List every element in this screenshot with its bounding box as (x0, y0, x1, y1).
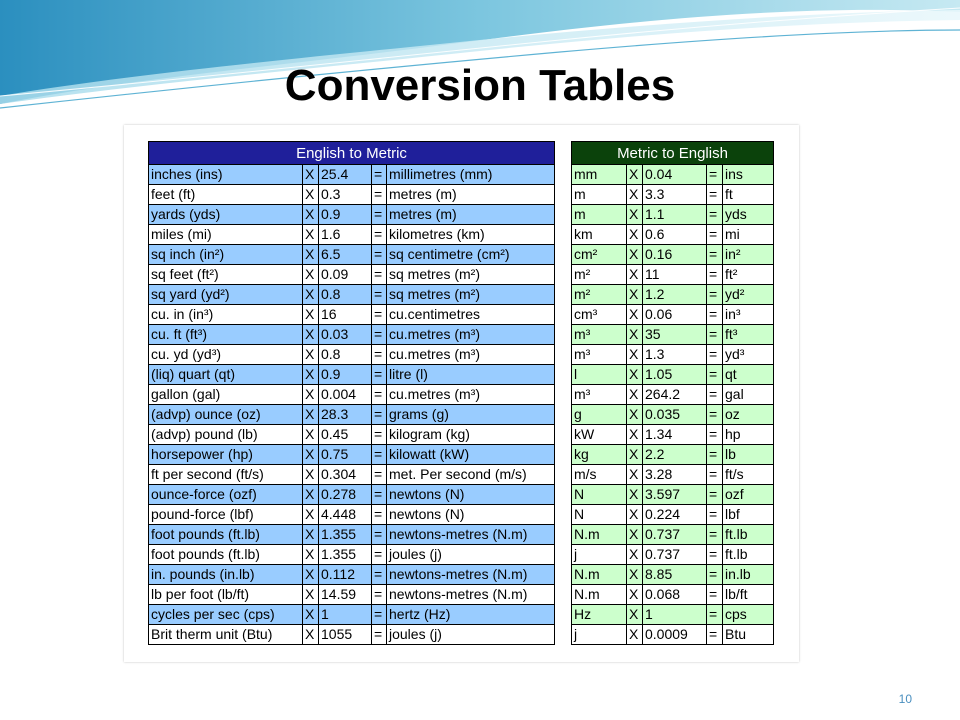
me-factor: 0.068 (643, 585, 707, 605)
em-multiply-sign: X (303, 285, 319, 305)
me-multiply-sign: X (627, 505, 643, 525)
em-unit-from: sq feet (ft²) (149, 265, 303, 285)
me-equals-sign: = (707, 485, 723, 505)
em-row (149, 385, 555, 405)
me-equals-sign: = (707, 225, 723, 245)
em-factor: 16 (319, 305, 372, 325)
me-unit-from: N.m (572, 525, 627, 545)
metric-to-english-table (571, 141, 774, 645)
em-unit-from: horsepower (hp) (149, 445, 303, 465)
me-factor: 1 (643, 605, 707, 625)
me-unit-to: gal (723, 385, 774, 405)
em-equals-sign: = (372, 605, 387, 625)
em-unit-to: cu.metres (m³) (387, 325, 555, 345)
me-equals-sign: = (707, 405, 723, 425)
em-multiply-sign: X (303, 405, 319, 425)
em-unit-from: Brit therm unit (Btu) (149, 625, 303, 645)
me-unit-to: in.lb (723, 565, 774, 585)
me-factor: 0.737 (643, 545, 707, 565)
em-equals-sign: = (372, 585, 387, 605)
em-multiply-sign: X (303, 445, 319, 465)
me-unit-to: oz (723, 405, 774, 425)
me-equals-sign: = (707, 425, 723, 445)
em-equals-sign: = (372, 405, 387, 425)
me-multiply-sign: X (627, 365, 643, 385)
me-row (572, 585, 774, 605)
me-equals-sign: = (707, 325, 723, 345)
me-factor: 0.0009 (643, 625, 707, 645)
em-multiply-sign: X (303, 425, 319, 445)
me-factor: 2.2 (643, 445, 707, 465)
em-multiply-sign: X (303, 205, 319, 225)
em-row (149, 265, 555, 285)
em-multiply-sign: X (303, 485, 319, 505)
me-equals-sign: = (707, 625, 723, 645)
em-unit-from: cu. ft (ft³) (149, 325, 303, 345)
me-unit-from: m² (572, 285, 627, 305)
me-unit-from: m³ (572, 345, 627, 365)
em-equals-sign: = (372, 245, 387, 265)
me-unit-to: yd³ (723, 345, 774, 365)
metric-to-english-header: Metric to English (572, 142, 774, 165)
em-row (149, 445, 555, 465)
em-unit-to: newtons (N) (387, 505, 555, 525)
em-unit-to: metres (m) (387, 185, 555, 205)
em-equals-sign: = (372, 465, 387, 485)
me-row (572, 625, 774, 645)
me-factor: 3.3 (643, 185, 707, 205)
em-factor: 0.304 (319, 465, 372, 485)
me-factor: 1.1 (643, 205, 707, 225)
me-multiply-sign: X (627, 625, 643, 645)
me-unit-to: in² (723, 245, 774, 265)
em-row (149, 165, 555, 185)
me-equals-sign: = (707, 365, 723, 385)
em-multiply-sign: X (303, 545, 319, 565)
me-equals-sign: = (707, 565, 723, 585)
me-unit-from: m³ (572, 325, 627, 345)
em-unit-from: cu. in (in³) (149, 305, 303, 325)
me-row (572, 225, 774, 245)
em-factor: 0.3 (319, 185, 372, 205)
me-unit-to: in³ (723, 305, 774, 325)
me-unit-to: ft² (723, 265, 774, 285)
em-equals-sign: = (372, 325, 387, 345)
em-factor: 0.9 (319, 365, 372, 385)
em-row (149, 245, 555, 265)
em-unit-to: cu.centimetres (387, 305, 555, 325)
em-unit-to: newtons-metres (N.m) (387, 565, 555, 585)
me-row (572, 505, 774, 525)
me-unit-from: j (572, 545, 627, 565)
em-factor: 6.5 (319, 245, 372, 265)
me-equals-sign: = (707, 525, 723, 545)
me-unit-to: ft.lb (723, 545, 774, 565)
em-factor: 0.8 (319, 285, 372, 305)
em-row (149, 305, 555, 325)
em-unit-to: sq metres (m²) (387, 285, 555, 305)
em-unit-from: foot pounds (ft.lb) (149, 545, 303, 565)
me-unit-from: N (572, 505, 627, 525)
em-equals-sign: = (372, 205, 387, 225)
em-unit-to: joules (j) (387, 625, 555, 645)
me-equals-sign: = (707, 465, 723, 485)
em-equals-sign: = (372, 485, 387, 505)
me-unit-from: m/s (572, 465, 627, 485)
me-unit-to: cps (723, 605, 774, 625)
em-factor: 0.278 (319, 485, 372, 505)
em-equals-sign: = (372, 525, 387, 545)
em-multiply-sign: X (303, 385, 319, 405)
me-unit-to: ft³ (723, 325, 774, 345)
me-factor: 3.28 (643, 465, 707, 485)
me-equals-sign: = (707, 205, 723, 225)
me-multiply-sign: X (627, 225, 643, 245)
me-factor: 0.737 (643, 525, 707, 545)
em-factor: 1 (319, 605, 372, 625)
em-unit-to: sq metres (m²) (387, 265, 555, 285)
me-unit-to: yd² (723, 285, 774, 305)
me-unit-to: ft (723, 185, 774, 205)
em-unit-to: newtons-metres (N.m) (387, 525, 555, 545)
em-unit-from: sq inch (in²) (149, 245, 303, 265)
em-row (149, 565, 555, 585)
em-unit-to: grams (g) (387, 405, 555, 425)
em-factor: 1.355 (319, 545, 372, 565)
me-row (572, 345, 774, 365)
em-row (149, 605, 555, 625)
em-factor: 0.9 (319, 205, 372, 225)
me-multiply-sign: X (627, 465, 643, 485)
em-equals-sign: = (372, 185, 387, 205)
me-equals-sign: = (707, 345, 723, 365)
me-factor: 1.3 (643, 345, 707, 365)
em-unit-to: hertz (Hz) (387, 605, 555, 625)
me-factor: 0.06 (643, 305, 707, 325)
me-unit-from: N.m (572, 585, 627, 605)
me-equals-sign: = (707, 445, 723, 465)
em-unit-to: joules (j) (387, 545, 555, 565)
em-factor: 1.355 (319, 525, 372, 545)
em-unit-from: (advp) ounce (oz) (149, 405, 303, 425)
em-factor: 14.59 (319, 585, 372, 605)
me-factor: 0.035 (643, 405, 707, 425)
me-unit-to: lb/ft (723, 585, 774, 605)
em-equals-sign: = (372, 345, 387, 365)
me-row (572, 385, 774, 405)
me-row (572, 605, 774, 625)
em-equals-sign: = (372, 625, 387, 645)
em-factor: 25.4 (319, 165, 372, 185)
me-equals-sign: = (707, 385, 723, 405)
me-unit-from: l (572, 365, 627, 385)
me-factor: 35 (643, 325, 707, 345)
em-multiply-sign: X (303, 305, 319, 325)
em-factor: 0.45 (319, 425, 372, 445)
me-unit-from: m³ (572, 385, 627, 405)
me-row (572, 445, 774, 465)
em-unit-to: kilowatt (kW) (387, 445, 555, 465)
em-multiply-sign: X (303, 185, 319, 205)
em-unit-from: lb per foot (lb/ft) (149, 585, 303, 605)
em-factor: 1055 (319, 625, 372, 645)
em-unit-to: kilogram (kg) (387, 425, 555, 445)
em-factor: 0.112 (319, 565, 372, 585)
em-row (149, 325, 555, 345)
em-unit-to: litre (l) (387, 365, 555, 385)
me-unit-from: cm³ (572, 305, 627, 325)
em-unit-to: met. Per second (m/s) (387, 465, 555, 485)
em-equals-sign: = (372, 305, 387, 325)
me-unit-from: mm (572, 165, 627, 185)
me-unit-to: ins (723, 165, 774, 185)
me-multiply-sign: X (627, 385, 643, 405)
me-multiply-sign: X (627, 345, 643, 365)
me-factor: 1.05 (643, 365, 707, 385)
em-row (149, 505, 555, 525)
me-row (572, 425, 774, 445)
me-unit-to: lb (723, 445, 774, 465)
me-unit-from: m (572, 185, 627, 205)
me-unit-to: qt (723, 365, 774, 385)
em-multiply-sign: X (303, 585, 319, 605)
em-unit-to: newtons (N) (387, 485, 555, 505)
em-row (149, 205, 555, 225)
em-multiply-sign: X (303, 345, 319, 365)
em-unit-from: pound-force (lbf) (149, 505, 303, 525)
me-multiply-sign: X (627, 205, 643, 225)
em-equals-sign: = (372, 425, 387, 445)
me-unit-from: cm² (572, 245, 627, 265)
me-row (572, 205, 774, 225)
me-row (572, 165, 774, 185)
em-equals-sign: = (372, 365, 387, 385)
em-unit-from: ounce-force (ozf) (149, 485, 303, 505)
em-factor: 0.03 (319, 325, 372, 345)
em-multiply-sign: X (303, 245, 319, 265)
em-multiply-sign: X (303, 225, 319, 245)
me-multiply-sign: X (627, 185, 643, 205)
em-row (149, 485, 555, 505)
em-equals-sign: = (372, 385, 387, 405)
em-unit-from: sq yard (yd²) (149, 285, 303, 305)
em-multiply-sign: X (303, 625, 319, 645)
me-unit-from: g (572, 405, 627, 425)
em-factor: 28.3 (319, 405, 372, 425)
em-equals-sign: = (372, 445, 387, 465)
em-unit-from: (liq) quart (qt) (149, 365, 303, 385)
em-factor: 0.09 (319, 265, 372, 285)
me-factor: 0.224 (643, 505, 707, 525)
em-row (149, 545, 555, 565)
me-unit-to: Btu (723, 625, 774, 645)
me-row (572, 325, 774, 345)
me-unit-to: mi (723, 225, 774, 245)
em-multiply-sign: X (303, 505, 319, 525)
em-unit-to: cu.metres (m³) (387, 345, 555, 365)
me-multiply-sign: X (627, 245, 643, 265)
em-multiply-sign: X (303, 565, 319, 585)
me-unit-from: N (572, 485, 627, 505)
em-multiply-sign: X (303, 465, 319, 485)
me-multiply-sign: X (627, 305, 643, 325)
em-unit-to: cu.metres (m³) (387, 385, 555, 405)
em-unit-from: feet (ft) (149, 185, 303, 205)
em-unit-from: in. pounds (in.lb) (149, 565, 303, 585)
me-unit-to: ft.lb (723, 525, 774, 545)
me-row (572, 245, 774, 265)
me-row (572, 365, 774, 385)
em-multiply-sign: X (303, 525, 319, 545)
em-unit-from: inches (ins) (149, 165, 303, 185)
english-to-metric-header: English to Metric (149, 142, 555, 165)
me-multiply-sign: X (627, 485, 643, 505)
me-row (572, 265, 774, 285)
em-multiply-sign: X (303, 165, 319, 185)
me-factor: 0.6 (643, 225, 707, 245)
em-factor: 1.6 (319, 225, 372, 245)
em-multiply-sign: X (303, 265, 319, 285)
me-factor: 1.2 (643, 285, 707, 305)
me-multiply-sign: X (627, 405, 643, 425)
em-unit-from: cu. yd (yd³) (149, 345, 303, 365)
em-equals-sign: = (372, 225, 387, 245)
me-multiply-sign: X (627, 605, 643, 625)
me-unit-from: kW (572, 425, 627, 445)
me-equals-sign: = (707, 165, 723, 185)
me-equals-sign: = (707, 265, 723, 285)
em-unit-from: cycles per sec (cps) (149, 605, 303, 625)
me-unit-to: ozf (723, 485, 774, 505)
em-row (149, 285, 555, 305)
me-unit-to: hp (723, 425, 774, 445)
em-unit-from: miles (mi) (149, 225, 303, 245)
me-multiply-sign: X (627, 585, 643, 605)
me-row (572, 185, 774, 205)
em-multiply-sign: X (303, 365, 319, 385)
em-unit-to: metres (m) (387, 205, 555, 225)
me-row (572, 565, 774, 585)
me-equals-sign: = (707, 505, 723, 525)
me-row (572, 545, 774, 565)
em-row (149, 405, 555, 425)
me-factor: 0.04 (643, 165, 707, 185)
me-multiply-sign: X (627, 445, 643, 465)
em-unit-to: millimetres (mm) (387, 165, 555, 185)
em-factor: 0.75 (319, 445, 372, 465)
em-factor: 0.8 (319, 345, 372, 365)
me-equals-sign: = (707, 285, 723, 305)
me-factor: 1.34 (643, 425, 707, 445)
em-row (149, 465, 555, 485)
em-row (149, 525, 555, 545)
em-unit-from: ft per second (ft/s) (149, 465, 303, 485)
em-factor: 0.004 (319, 385, 372, 405)
me-unit-from: j (572, 625, 627, 645)
em-equals-sign: = (372, 285, 387, 305)
em-unit-from: (advp) pound (lb) (149, 425, 303, 445)
me-row (572, 285, 774, 305)
em-equals-sign: = (372, 545, 387, 565)
me-equals-sign: = (707, 605, 723, 625)
me-multiply-sign: X (627, 565, 643, 585)
me-unit-from: m² (572, 265, 627, 285)
em-unit-to: newtons-metres (N.m) (387, 585, 555, 605)
em-unit-from: foot pounds (ft.lb) (149, 525, 303, 545)
em-row (149, 365, 555, 385)
me-unit-from: Hz (572, 605, 627, 625)
em-row (149, 345, 555, 365)
em-row (149, 585, 555, 605)
em-factor: 4.448 (319, 505, 372, 525)
em-equals-sign: = (372, 565, 387, 585)
me-multiply-sign: X (627, 525, 643, 545)
me-factor: 8.85 (643, 565, 707, 585)
me-unit-from: kg (572, 445, 627, 465)
me-equals-sign: = (707, 545, 723, 565)
me-equals-sign: = (707, 245, 723, 265)
me-row (572, 485, 774, 505)
slide-title: Conversion Tables (284, 61, 676, 110)
slide-number: 10 (898, 692, 912, 706)
me-factor: 3.597 (643, 485, 707, 505)
em-row (149, 185, 555, 205)
me-equals-sign: = (707, 305, 723, 325)
me-factor: 11 (643, 265, 707, 285)
english-to-metric-table (148, 141, 555, 645)
me-multiply-sign: X (627, 425, 643, 445)
me-factor: 264.2 (643, 385, 707, 405)
me-multiply-sign: X (627, 285, 643, 305)
em-unit-to: kilometres (km) (387, 225, 555, 245)
me-multiply-sign: X (627, 165, 643, 185)
em-multiply-sign: X (303, 605, 319, 625)
me-equals-sign: = (707, 585, 723, 605)
em-row (149, 225, 555, 245)
me-unit-to: lbf (723, 505, 774, 525)
em-row (149, 425, 555, 445)
me-row (572, 405, 774, 425)
me-unit-from: m (572, 205, 627, 225)
me-unit-from: km (572, 225, 627, 245)
me-factor: 0.16 (643, 245, 707, 265)
em-equals-sign: = (372, 165, 387, 185)
em-row (149, 625, 555, 645)
em-multiply-sign: X (303, 325, 319, 345)
em-unit-from: yards (yds) (149, 205, 303, 225)
me-equals-sign: = (707, 185, 723, 205)
me-multiply-sign: X (627, 325, 643, 345)
me-row (572, 525, 774, 545)
em-unit-from: gallon (gal) (149, 385, 303, 405)
me-unit-from: N.m (572, 565, 627, 585)
em-unit-to: sq centimetre (cm²) (387, 245, 555, 265)
me-row (572, 305, 774, 325)
em-equals-sign: = (372, 265, 387, 285)
me-unit-to: yds (723, 205, 774, 225)
me-row (572, 465, 774, 485)
me-multiply-sign: X (627, 545, 643, 565)
me-multiply-sign: X (627, 265, 643, 285)
me-unit-to: ft/s (723, 465, 774, 485)
em-equals-sign: = (372, 505, 387, 525)
